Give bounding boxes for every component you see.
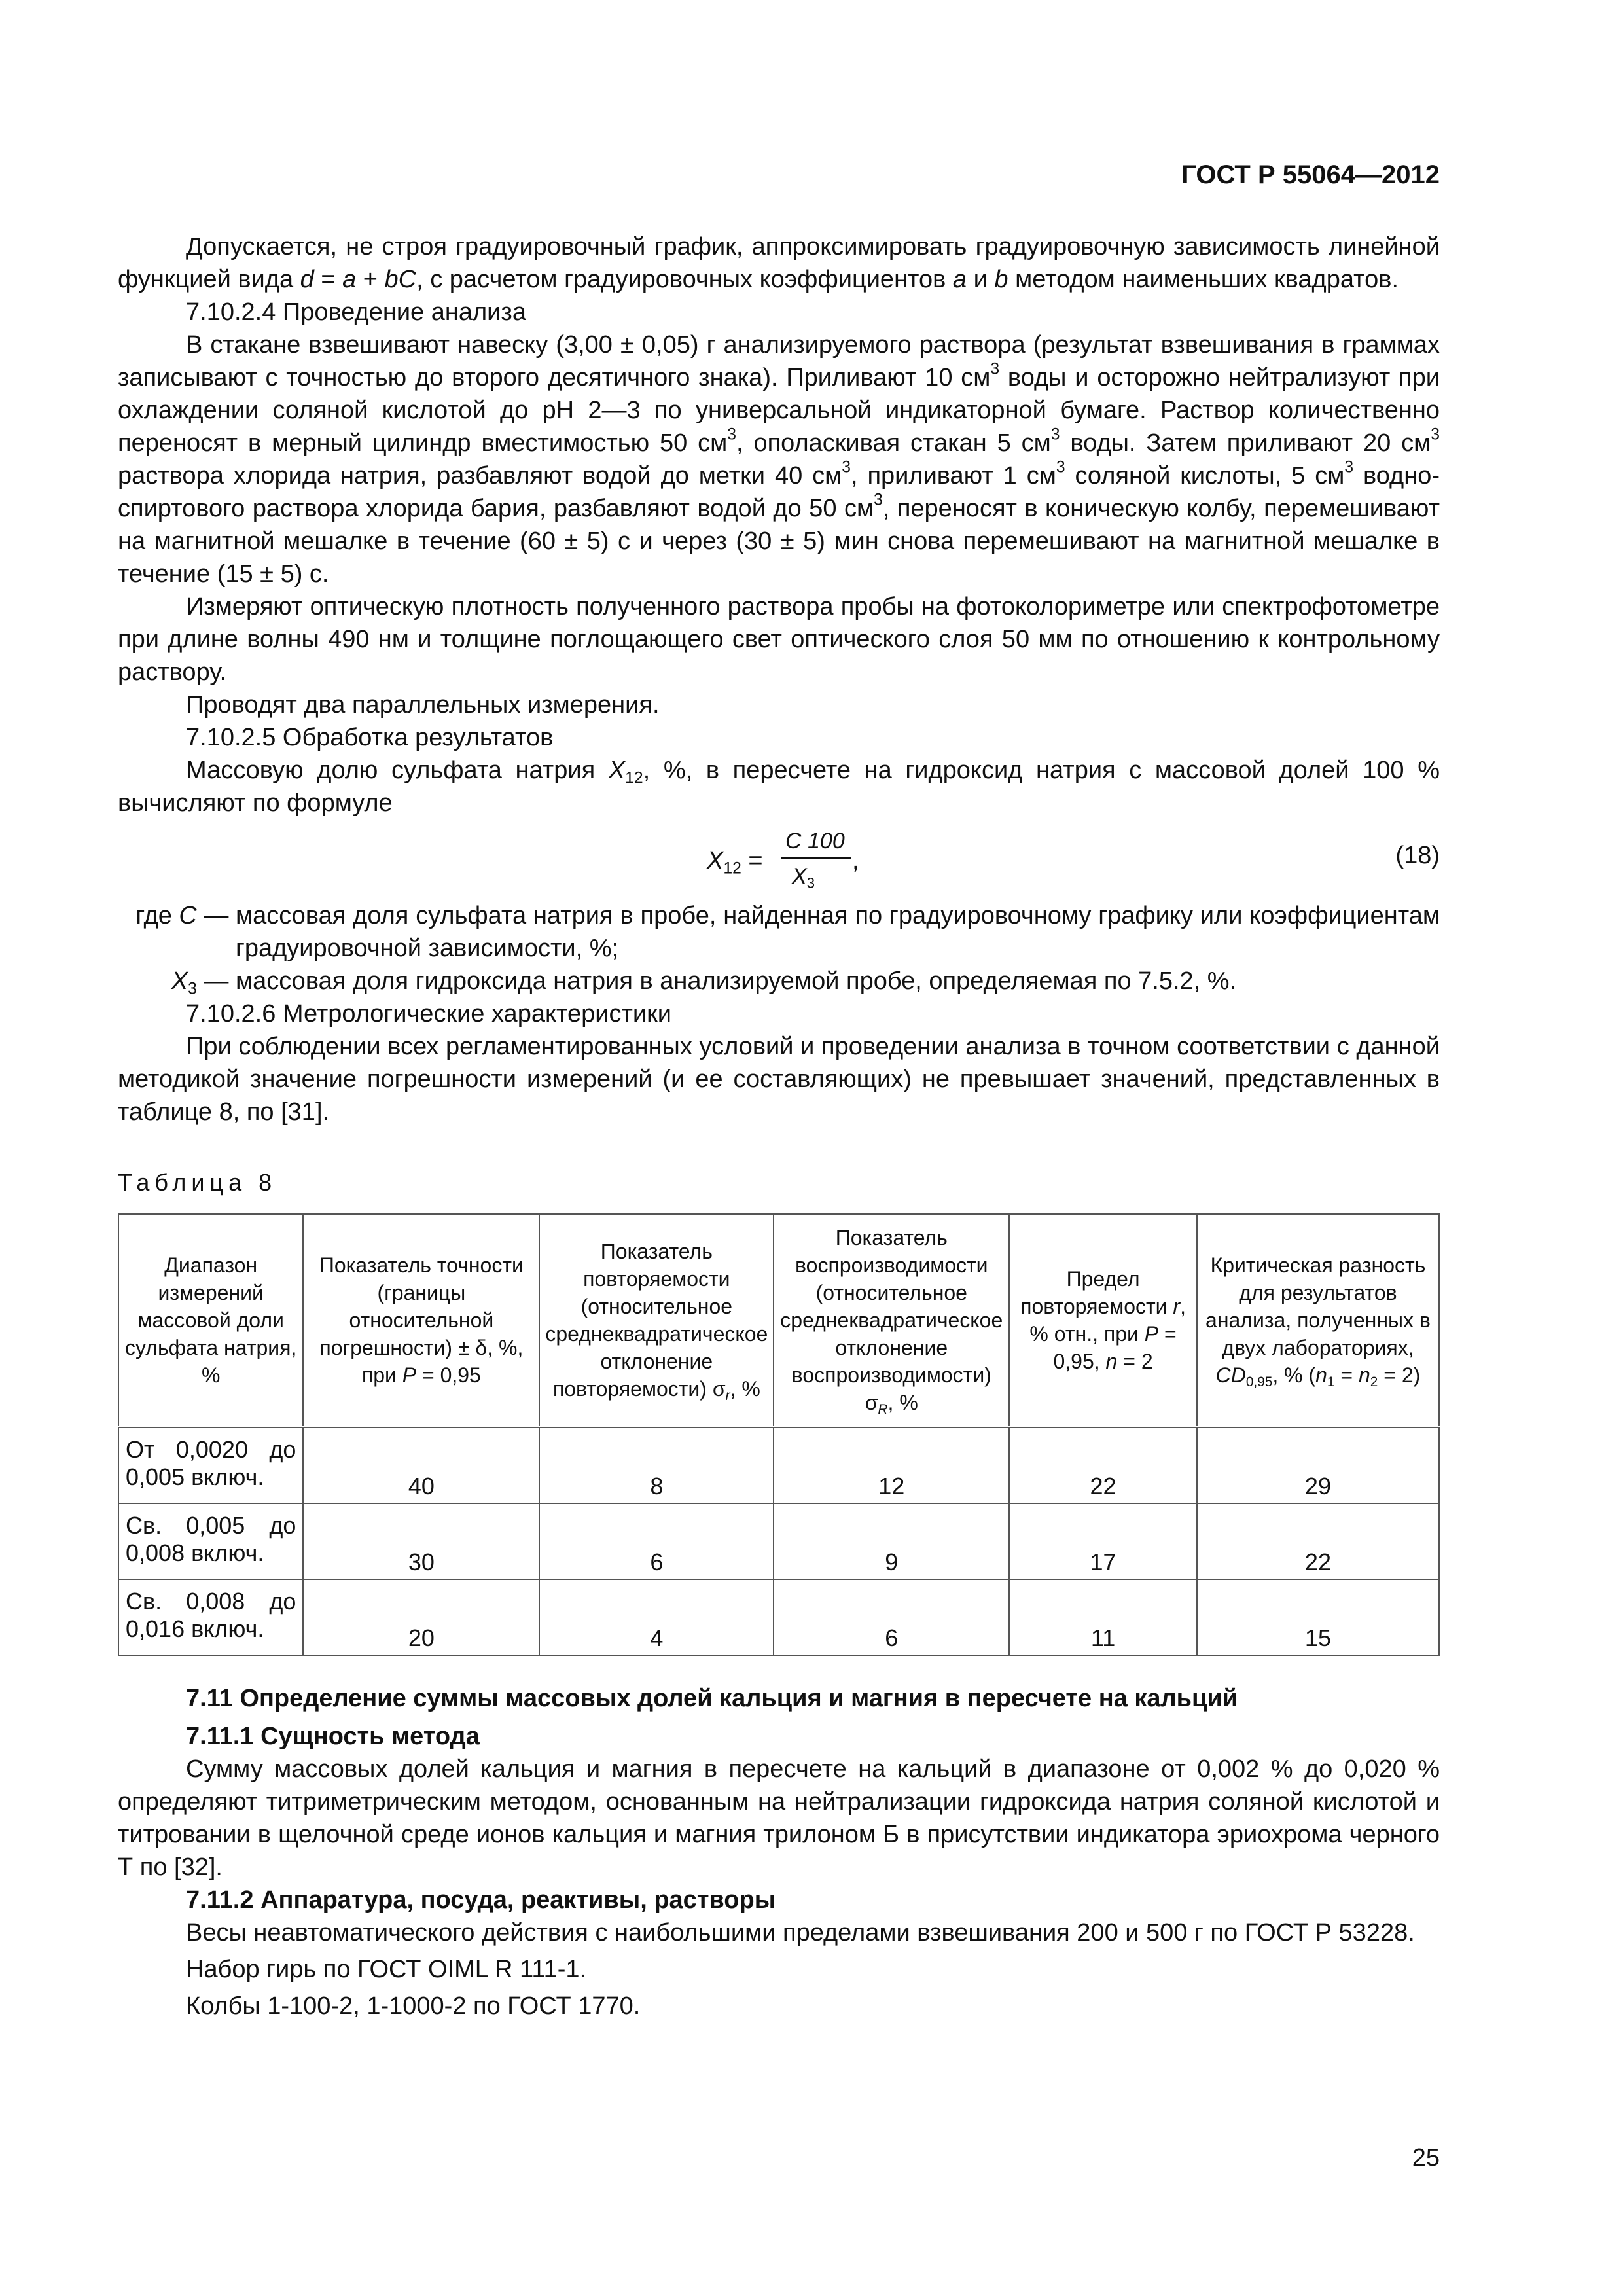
header-accuracy: Показатель точности (границы относительной погрешности) ± δ, %, при P = 0,95 <box>303 1214 539 1427</box>
cell-range: Св. 0,008 до 0,016 включ. <box>118 1579 303 1655</box>
formula-number: (18) <box>1395 842 1440 869</box>
formula-18 <box>118 825 1440 893</box>
formula-lhs: $X_{12}$ = <box>707 847 763 878</box>
cell-range: Св. 0,005 до 0,008 включ. <box>118 1503 303 1579</box>
cell-value: 11 <box>1009 1579 1197 1655</box>
cell-value: 15 <box>1197 1579 1439 1655</box>
paragraph-metrology: При соблюдении всех регламентированных условий и проведении анализа в точном соответствии с данной методикой значение погрешности измерений (и ее составляющих) не превышает значений, представленных в таблице 8, по [31]. <box>118 1033 1440 1126</box>
subsection-heading-7-10-2-5: 7.10.2.5 Обработка результатов <box>186 724 554 751</box>
document-body <box>118 230 1440 2022</box>
cell-range: От 0,0020 до 0,005 включ. <box>118 1427 303 1503</box>
paragraph-method-essence: Сумму массовых долей кальция и магния в пересчете на кальций в диапазоне от 0,002 % до 0,020 % определяют титриметрическим методом, основанным на нейтрализации гидроксида натрия соляной кислотой и титровании в щелочной среде ионов кальция и магния трилоном Б в присутствии индикатора эриохрома черного Т по [32]. <box>118 1755 1440 1881</box>
formula-denominator: $X_3$ <box>792 864 815 891</box>
header-reproducibility: Показатель воспроизводимости (относительное среднеквадратическое отклонение воспроизводимости) $\sigma_R$, % <box>774 1214 1009 1427</box>
paragraph-flasks: Колбы 1-100-2, 1-1000-2 по ГОСТ 1770. <box>186 1992 641 2020</box>
where-item-c: где C — массовая доля сульфата натрия в пробе, найденная по градуировочному графику или коэффициентам градуировочной зависимости, %; <box>135 902 1440 962</box>
page-number: 25 <box>1412 2144 1440 2172</box>
fraction-bar <box>781 857 851 859</box>
table-caption: Таблица 8 <box>118 1169 277 1196</box>
table-row <box>118 1579 1439 1655</box>
cell-value: 9 <box>774 1503 1009 1579</box>
cell-value: 22 <box>1009 1427 1197 1503</box>
document-number: ГОСТ Р 55064—2012 <box>1181 160 1440 189</box>
cell-value: 6 <box>539 1503 774 1579</box>
cell-value: 29 <box>1197 1427 1439 1503</box>
subsection-heading-7-10-2-4: 7.10.2.4 Проведение анализа <box>186 298 526 326</box>
subsection-heading-7-10-2-6: 7.10.2.6 Метрологические характеристики <box>186 1000 671 1028</box>
paragraph-optical-density: Измеряют оптическую плотность полученного раствора пробы на фотоколориметре или спектрофотометре при длине волны 490 нм и толщине поглощающего свет оптического слоя 50 мм по отношению к контрольному раствору. <box>118 593 1440 686</box>
paragraph-parallel-measurements: Проводят два параллельных измерения. <box>186 691 660 719</box>
cell-value: 17 <box>1009 1503 1197 1579</box>
table-header-row <box>118 1214 1439 1427</box>
header-repeatability: Показатель повторяемости (относительное среднеквадратическое отклонение повторяемости) $\sigma_r$, % <box>539 1214 774 1427</box>
document-page <box>118 0 1440 2296</box>
cell-value: 6 <box>774 1579 1009 1655</box>
table-row <box>118 1503 1439 1579</box>
where-item-x3: $X_3$ — массовая доля гидроксида натрия в анализируемой пробе, определяемая по 7.5.2, %. <box>171 967 1237 998</box>
paragraph-calibration-approximation: Допускается, не строя градуировочный график, аппроксимировать градуировочную зависимость линейной функцией вида d = a + bC, с расчетом градуировочных коэффициентов a и b методом наименьших квадратов. <box>118 233 1440 293</box>
header-range: Диапазон измерений массовой доли сульфата натрия, % <box>118 1214 303 1427</box>
formula-fraction: $X_{12}$ = C 100 $X_3$ , <box>707 825 903 893</box>
cell-value: 20 <box>303 1579 539 1655</box>
subsection-heading-7-11-2: 7.11.2 Аппаратура, посуда, реактивы, растворы <box>186 1886 776 1914</box>
table-row <box>118 1427 1439 1503</box>
table-8 <box>118 1213 1440 1656</box>
cell-value: 12 <box>774 1427 1009 1503</box>
paragraph-weights: Набор гирь по ГОСТ OIML R 111-1. <box>186 1956 587 1983</box>
subsection-heading-7-11-1: 7.11.1 Сущность метода <box>186 1723 480 1750</box>
cell-value: 22 <box>1197 1503 1439 1579</box>
header-repeatability-limit: Предел повторяемости r, % отн., при P = 0,95, n = 2 <box>1009 1214 1197 1427</box>
cell-value: 8 <box>539 1427 774 1503</box>
paragraph-formula-intro: Массовую долю сульфата натрия $X_{12}$, %, в пересчете на гидроксид натрия с массовой долей 100 % вычисляют по формуле <box>118 757 1440 817</box>
header-critical-difference: Критическая разность для результатов анализа, полученных в двух лабораториях, $CD_{0,95}$, % $(n_1 = n_2 = 2)$ <box>1197 1214 1439 1427</box>
paragraph-scales: Весы неавтоматического действия с наибольшими пределами взвешивания 200 и 500 г по ГОСТ Р 53228. <box>186 1919 1415 1946</box>
paragraph-analysis-procedure: В стакане взвешивают навеску (3,00 ± 0,05) г анализируемого раствора (результат взвешивания в граммах записывают с точностью до второго десятичного знака). Приливают 10 $см^3$ воды и осторожно нейтрализуют при охлаждении соляной кислотой до pH 2—3 по универсальной индикаторной бумаге. Раствор количественно переносят в мерный цилиндр вместимостью 50 $см^3$, ополаскивая стакан 5 $см^3$ воды. Затем приливают 20 $см^3$ раствора хлорида натрия, разбавляют водой до метки 40 $см^3$, приливают 1 $см^3$ соляной кислоты, 5 $см^3$ водно-спиртового раствора хлорида бария, разбавляют водой до 50 $см^3$, переносят в коническую колбу, перемешивают на магнитной мешалке в течение (60 ± 5) с и через (30 ± 5) мин снова перемешивают на магнитной мешалке в течение (15 ± 5) с. <box>118 331 1440 588</box>
cell-value: 4 <box>539 1579 774 1655</box>
cell-value: 30 <box>303 1503 539 1579</box>
formula-numerator: C 100 <box>785 829 845 853</box>
cell-value: 40 <box>303 1427 539 1503</box>
section-heading-7-11: 7.11 Определение суммы массовых долей кальция и магния в пересчете на кальций <box>186 1685 1238 1712</box>
